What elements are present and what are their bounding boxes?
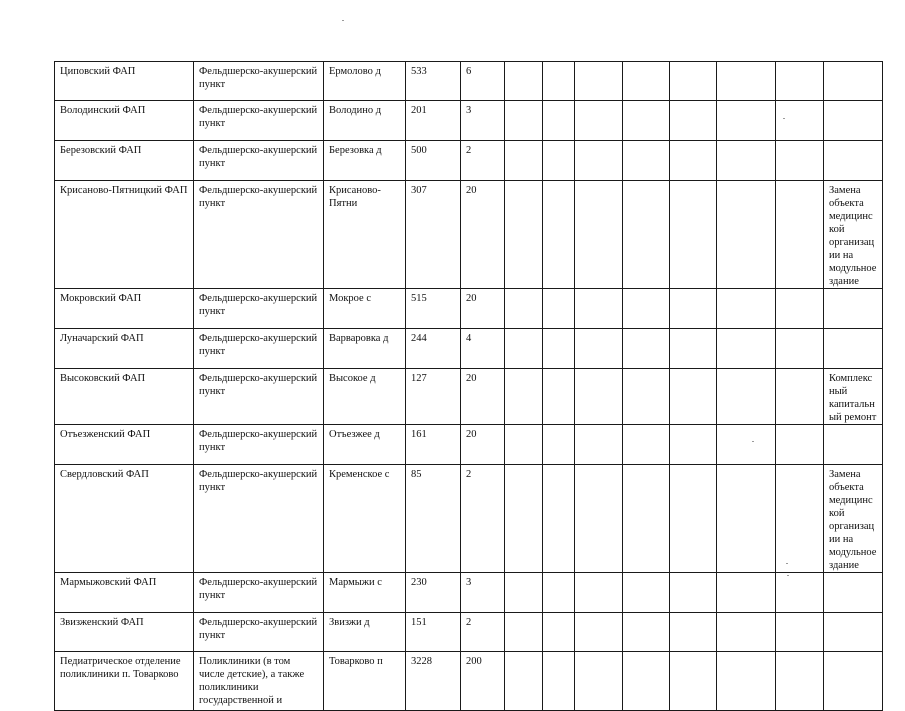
count-cell: 20 [461, 425, 505, 465]
empty-cell [776, 613, 824, 652]
facility-name-cell: Крисаново-Пятницкий ФАП [55, 181, 194, 289]
population-cell: 85 [406, 465, 461, 573]
population-cell: 500 [406, 141, 461, 181]
note-cell [824, 573, 883, 613]
empty-cell [670, 101, 717, 141]
table-row [55, 369, 883, 425]
empty-cell [623, 652, 670, 711]
settlement-cell: Высокое д [324, 369, 406, 425]
population-cell: 161 [406, 425, 461, 465]
table-row [55, 329, 883, 369]
empty-cell [623, 613, 670, 652]
facility-name-cell: Циповский ФАП [55, 62, 194, 101]
facility-type-cell: Фельдшерско-акушерский пункт [194, 329, 324, 369]
empty-cell [717, 141, 776, 181]
settlement-cell: Мокрое с [324, 289, 406, 329]
settlement-cell: Крисаново-Пятни [324, 181, 406, 289]
note-cell: Замена объекта медицинской организации на модульное здание [824, 181, 883, 289]
empty-cell [623, 369, 670, 425]
population-cell: 127 [406, 369, 461, 425]
note-cell: Комплексный капитальный ремонт [824, 369, 883, 425]
empty-cell [670, 329, 717, 369]
count-cell: 200 [461, 652, 505, 711]
empty-cell [543, 652, 575, 711]
empty-cell [623, 101, 670, 141]
empty-cell [670, 652, 717, 711]
empty-cell [776, 425, 824, 465]
note-cell [824, 329, 883, 369]
settlement-cell: Кременское с [324, 465, 406, 573]
table-row [55, 652, 883, 711]
empty-cell [505, 329, 543, 369]
empty-cell [623, 425, 670, 465]
empty-cell [575, 573, 623, 613]
empty-cell [717, 425, 776, 465]
count-cell: 4 [461, 329, 505, 369]
population-cell: 515 [406, 289, 461, 329]
empty-cell [623, 181, 670, 289]
empty-cell [575, 369, 623, 425]
facility-name-cell: Высоковский ФАП [55, 369, 194, 425]
count-cell: 6 [461, 62, 505, 101]
facility-type-cell: Фельдшерско-акушерский пункт [194, 62, 324, 101]
note-cell [824, 62, 883, 101]
settlement-cell: Отъезжее д [324, 425, 406, 465]
empty-cell [776, 101, 824, 141]
empty-cell [670, 425, 717, 465]
table-row [55, 289, 883, 329]
empty-cell [717, 573, 776, 613]
empty-cell [505, 613, 543, 652]
scan-speck [342, 20, 344, 21]
note-cell [824, 425, 883, 465]
empty-cell [670, 289, 717, 329]
count-cell: 3 [461, 101, 505, 141]
table-row [55, 573, 883, 613]
facility-name-cell: Педиатрическое отделение поликлиники п. Товарково [55, 652, 194, 711]
empty-cell [575, 613, 623, 652]
table-row [55, 425, 883, 465]
empty-cell [776, 652, 824, 711]
empty-cell [505, 425, 543, 465]
empty-cell [543, 425, 575, 465]
empty-cell [776, 141, 824, 181]
table-row [55, 181, 883, 289]
facility-type-cell: Фельдшерско-акушерский пункт [194, 613, 324, 652]
facility-name-cell: Мокровский ФАП [55, 289, 194, 329]
empty-cell [717, 613, 776, 652]
empty-cell [575, 289, 623, 329]
facility-name-cell: Луначарский ФАП [55, 329, 194, 369]
empty-cell [670, 141, 717, 181]
table-row [55, 141, 883, 181]
facility-name-cell: Володинский ФАП [55, 101, 194, 141]
empty-cell [623, 465, 670, 573]
table-row [55, 62, 883, 101]
settlement-cell: Товарково п [324, 652, 406, 711]
empty-cell [575, 62, 623, 101]
empty-cell [670, 369, 717, 425]
population-cell: 244 [406, 329, 461, 369]
empty-cell [717, 652, 776, 711]
count-cell: 2 [461, 141, 505, 181]
empty-cell [717, 329, 776, 369]
facility-name-cell: Мармыжовский ФАП [55, 573, 194, 613]
count-cell: 3 [461, 573, 505, 613]
empty-cell [575, 465, 623, 573]
empty-cell [543, 101, 575, 141]
empty-cell [505, 573, 543, 613]
empty-cell [575, 329, 623, 369]
count-cell: 20 [461, 181, 505, 289]
facility-type-cell: Фельдшерско-акушерский пункт [194, 573, 324, 613]
empty-cell [575, 425, 623, 465]
note-cell: Замена объекта медицинской организации на модульное здание [824, 465, 883, 573]
population-cell: 230 [406, 573, 461, 613]
settlement-cell: Мармыжи с [324, 573, 406, 613]
facility-name-cell: Отъезженский ФАП [55, 425, 194, 465]
empty-cell [717, 289, 776, 329]
empty-cell [543, 181, 575, 289]
facility-table [54, 61, 883, 711]
settlement-cell: Звизжи д [324, 613, 406, 652]
facility-name-cell: Свердловский ФАП [55, 465, 194, 573]
note-cell [824, 141, 883, 181]
table-row [55, 465, 883, 573]
facility-type-cell: Фельдшерско-акушерский пункт [194, 141, 324, 181]
count-cell: 20 [461, 369, 505, 425]
empty-cell [543, 573, 575, 613]
empty-cell [543, 329, 575, 369]
table-row [55, 613, 883, 652]
settlement-cell: Ермолово д [324, 62, 406, 101]
empty-cell [505, 369, 543, 425]
note-cell [824, 652, 883, 711]
empty-cell [776, 573, 824, 613]
empty-cell [543, 613, 575, 652]
empty-cell [670, 62, 717, 101]
population-cell: 201 [406, 101, 461, 141]
empty-cell [505, 62, 543, 101]
empty-cell [543, 465, 575, 573]
population-cell: 307 [406, 181, 461, 289]
empty-cell [543, 62, 575, 101]
empty-cell [505, 181, 543, 289]
empty-cell [717, 181, 776, 289]
empty-cell [623, 141, 670, 181]
population-cell: 533 [406, 62, 461, 101]
facility-type-cell: Фельдшерско-акушерский пункт [194, 101, 324, 141]
table-row [55, 101, 883, 141]
empty-cell [623, 573, 670, 613]
empty-cell [505, 465, 543, 573]
empty-cell [623, 329, 670, 369]
facility-type-cell: Поликлиники (в том числе детские), а также поликлиники государственной и [194, 652, 324, 711]
count-cell: 20 [461, 289, 505, 329]
population-cell: 3228 [406, 652, 461, 711]
empty-cell [776, 465, 824, 573]
facility-type-cell: Фельдшерско-акушерский пункт [194, 369, 324, 425]
empty-cell [575, 181, 623, 289]
empty-cell [505, 289, 543, 329]
facility-type-cell: Фельдшерско-акушерский пункт [194, 465, 324, 573]
empty-cell [670, 181, 717, 289]
count-cell: 2 [461, 613, 505, 652]
empty-cell [623, 62, 670, 101]
empty-cell [623, 289, 670, 329]
count-cell: 2 [461, 465, 505, 573]
empty-cell [505, 101, 543, 141]
population-cell: 151 [406, 613, 461, 652]
note-cell [824, 613, 883, 652]
empty-cell [670, 465, 717, 573]
empty-cell [543, 141, 575, 181]
empty-cell [670, 573, 717, 613]
empty-cell [776, 329, 824, 369]
empty-cell [717, 465, 776, 573]
empty-cell [776, 181, 824, 289]
empty-cell [543, 289, 575, 329]
facility-name-cell: Березовский ФАП [55, 141, 194, 181]
facility-type-cell: Фельдшерско-акушерский пункт [194, 181, 324, 289]
settlement-cell: Володино д [324, 101, 406, 141]
note-cell [824, 289, 883, 329]
empty-cell [670, 613, 717, 652]
settlement-cell: Варваровка д [324, 329, 406, 369]
empty-cell [575, 652, 623, 711]
facility-type-cell: Фельдшерско-акушерский пункт [194, 425, 324, 465]
empty-cell [776, 289, 824, 329]
facility-type-cell: Фельдшерско-акушерский пункт [194, 289, 324, 329]
empty-cell [717, 369, 776, 425]
empty-cell [505, 652, 543, 711]
empty-cell [575, 141, 623, 181]
note-cell [824, 101, 883, 141]
empty-cell [717, 101, 776, 141]
empty-cell [776, 62, 824, 101]
empty-cell [717, 62, 776, 101]
empty-cell [776, 369, 824, 425]
empty-cell [505, 141, 543, 181]
facility-name-cell: Звизженский ФАП [55, 613, 194, 652]
empty-cell [575, 101, 623, 141]
settlement-cell: Березовка д [324, 141, 406, 181]
empty-cell [543, 369, 575, 425]
